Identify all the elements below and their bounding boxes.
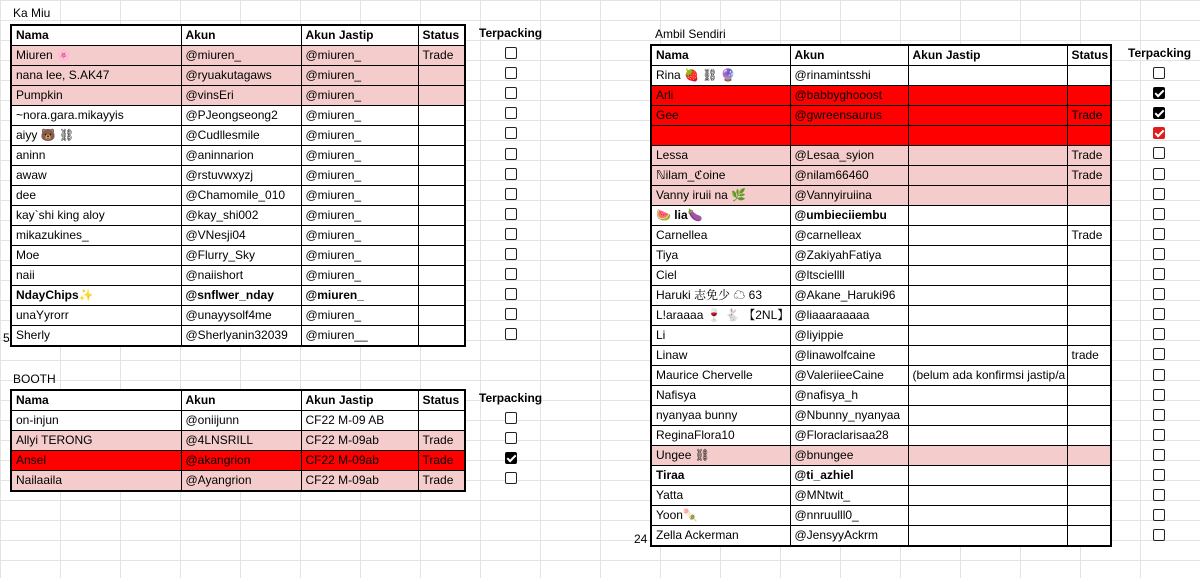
table-row xyxy=(11,326,465,347)
cell-nama[interactable]: Linaw xyxy=(651,346,790,366)
cell-status[interactable]: Trade xyxy=(418,431,465,451)
cell-akun[interactable]: @linawolfcaine xyxy=(790,346,908,366)
table-row xyxy=(11,46,465,66)
table-row xyxy=(651,66,1111,86)
section-title-ambil-sendiri: Ambil Sendiri xyxy=(655,27,726,41)
cell-jastip[interactable] xyxy=(908,186,1067,206)
row-number-label: 5 xyxy=(3,331,10,345)
cell-akun[interactable]: @Floraclarisaa28 xyxy=(790,426,908,446)
cell-jastip[interactable]: @miuren_ xyxy=(301,186,418,206)
cell-status[interactable] xyxy=(1067,326,1111,346)
cell-status[interactable] xyxy=(1067,186,1111,206)
table-row xyxy=(651,446,1111,466)
cell-status[interactable] xyxy=(1067,426,1111,446)
cell-nama[interactable]: Rina 🍓 ⛓ 🔮 xyxy=(651,66,790,86)
cell-akun[interactable]: @PJeongseong2 xyxy=(181,106,301,126)
col-header-akun[interactable]: Akun xyxy=(181,25,301,46)
table-row xyxy=(11,106,465,126)
cell-jastip[interactable]: @miuren__ xyxy=(301,326,418,347)
cell-nama[interactable] xyxy=(651,126,790,146)
cell-akun[interactable]: @Akane_Haruki96 xyxy=(790,286,908,306)
cell-jastip[interactable]: @miuren_ xyxy=(301,146,418,166)
table-row xyxy=(651,486,1111,506)
terpacking-checkbox[interactable] xyxy=(1153,489,1165,501)
cell-jastip[interactable] xyxy=(908,446,1067,466)
cell-nama[interactable]: Allyi TERONG xyxy=(11,431,181,451)
cell-jastip[interactable] xyxy=(908,506,1067,526)
terpacking-checkbox[interactable] xyxy=(1153,168,1165,180)
terpacking-checkbox[interactable] xyxy=(1153,248,1165,260)
cell-akun[interactable]: @bnungee xyxy=(790,446,908,466)
cell-status[interactable] xyxy=(418,86,465,106)
cell-nama[interactable]: NdayChips✨ xyxy=(11,286,181,306)
terpacking-checkbox[interactable] xyxy=(1153,369,1165,381)
cell-nama[interactable]: Ansel xyxy=(11,451,181,471)
cell-nama[interactable]: aninn xyxy=(11,146,181,166)
terpacking-checkbox[interactable] xyxy=(505,148,517,160)
cell-jastip[interactable]: CF22 M-09ab xyxy=(301,471,418,492)
terpacking-checkbox[interactable] xyxy=(1153,107,1165,119)
terpacking-checkbox[interactable] xyxy=(505,288,517,300)
cell-status[interactable]: trade xyxy=(1067,346,1111,366)
terpacking-header-ka-miu: Terpacking xyxy=(479,26,543,40)
table-row xyxy=(651,306,1111,326)
col-header-akun-jastip[interactable]: Akun Jastip xyxy=(301,390,418,411)
terpacking-checkbox[interactable] xyxy=(1153,228,1165,240)
cell-jastip[interactable] xyxy=(908,226,1067,246)
table-row xyxy=(651,326,1111,346)
cell-nama[interactable]: Li xyxy=(651,326,790,346)
terpacking-checkbox[interactable] xyxy=(505,432,517,444)
terpacking-checkbox[interactable] xyxy=(1153,348,1165,360)
cell-status[interactable] xyxy=(418,146,465,166)
terpacking-checkbox[interactable] xyxy=(505,208,517,220)
cell-status[interactable]: Trade xyxy=(1067,166,1111,186)
terpacking-checkbox[interactable] xyxy=(1153,449,1165,461)
cell-nama[interactable]: dee xyxy=(11,186,181,206)
terpacking-checkbox[interactable] xyxy=(505,248,517,260)
cell-nama[interactable]: naii xyxy=(11,266,181,286)
table-row xyxy=(651,246,1111,266)
cell-akun[interactable]: @ryuakutagaws xyxy=(181,66,301,86)
cell-akun[interactable] xyxy=(790,126,908,146)
terpacking-checkbox[interactable] xyxy=(505,412,517,424)
cell-nama[interactable]: ReginaFlora10 xyxy=(651,426,790,446)
terpacking-checkbox[interactable] xyxy=(1153,429,1165,441)
cell-nama[interactable]: Arli xyxy=(651,86,790,106)
table-row xyxy=(11,431,465,451)
cell-akun[interactable]: @nnruulll0_ xyxy=(790,506,908,526)
table-row xyxy=(651,266,1111,286)
cell-akun[interactable]: @Nbunny_nyanyaa xyxy=(790,406,908,426)
table-row xyxy=(651,506,1111,526)
cell-jastip[interactable] xyxy=(908,246,1067,266)
cell-akun[interactable]: @akangrion xyxy=(181,451,301,471)
cell-status[interactable] xyxy=(1067,406,1111,426)
cell-akun[interactable]: @nilam66460 xyxy=(790,166,908,186)
col-header-akun-jastip[interactable]: Akun Jastip xyxy=(908,45,1067,66)
cell-jastip[interactable]: @miuren_ xyxy=(301,126,418,146)
terpacking-checkbox[interactable] xyxy=(1153,529,1165,541)
cell-nama[interactable]: ~nora.gara.mikayyis xyxy=(11,106,181,126)
cell-jastip[interactable] xyxy=(908,146,1067,166)
cell-status[interactable] xyxy=(418,246,465,266)
cell-jastip[interactable] xyxy=(908,126,1067,146)
terpacking-checkbox[interactable] xyxy=(1153,147,1165,159)
cell-nama[interactable]: Carnellea xyxy=(651,226,790,246)
cell-jastip[interactable] xyxy=(908,406,1067,426)
cell-nama[interactable]: Vanny iruii na 🌿 xyxy=(651,186,790,206)
cell-akun[interactable]: @liaaaraaaaa xyxy=(790,306,908,326)
cell-akun[interactable]: @ltsciellll xyxy=(790,266,908,286)
table-row xyxy=(651,166,1111,186)
cell-jastip[interactable]: @miuren_ xyxy=(301,286,418,306)
cell-jastip[interactable] xyxy=(908,346,1067,366)
col-header-akun-jastip[interactable]: Akun Jastip xyxy=(301,25,418,46)
terpacking-checkbox[interactable] xyxy=(1153,509,1165,521)
cell-jastip[interactable]: @miuren_ xyxy=(301,206,418,226)
cell-jastip[interactable]: @miuren_ xyxy=(301,266,418,286)
table-row xyxy=(11,266,465,286)
cell-jastip[interactable] xyxy=(908,266,1067,286)
table-row xyxy=(11,286,465,306)
cell-status[interactable] xyxy=(1067,486,1111,506)
cell-status[interactable] xyxy=(1067,526,1111,547)
cell-nama[interactable]: unaYyrorr xyxy=(11,306,181,326)
table-row xyxy=(651,406,1111,426)
cell-nama[interactable]: aiyy 🐻 ⛓ xyxy=(11,126,181,146)
cell-jastip[interactable] xyxy=(908,466,1067,486)
terpacking-checkbox[interactable] xyxy=(505,67,517,79)
cell-jastip[interactable] xyxy=(908,206,1067,226)
terpacking-checkbox[interactable] xyxy=(505,228,517,240)
terpacking-checkbox[interactable] xyxy=(505,47,517,59)
table-row xyxy=(11,86,465,106)
cell-akun[interactable]: @4LNSRILL xyxy=(181,431,301,451)
cell-akun[interactable]: @rinamintsshi xyxy=(790,66,908,86)
cell-status[interactable] xyxy=(1067,266,1111,286)
cell-status[interactable] xyxy=(1067,246,1111,266)
cell-akun[interactable]: @ValeriieeCaine xyxy=(790,366,908,386)
table-row xyxy=(11,246,465,266)
table-header-row xyxy=(11,25,465,46)
cell-status[interactable] xyxy=(418,306,465,326)
table-row xyxy=(651,186,1111,206)
cell-akun[interactable]: @Ayangrion xyxy=(181,471,301,492)
terpacking-checkbox[interactable] xyxy=(1153,208,1165,220)
cell-status[interactable]: Trade xyxy=(1067,106,1111,126)
cell-jastip[interactable]: @miuren_ xyxy=(301,306,418,326)
terpacking-checkbox[interactable] xyxy=(505,87,517,99)
table-row xyxy=(651,346,1111,366)
table-row xyxy=(11,411,465,431)
col-header-nama[interactable]: Nama xyxy=(11,25,181,46)
table-row xyxy=(651,366,1111,386)
table-row xyxy=(651,286,1111,306)
cell-nama[interactable]: Zella Ackerman xyxy=(651,526,790,547)
cell-status[interactable] xyxy=(418,186,465,206)
cell-status[interactable]: Trade xyxy=(418,471,465,492)
cell-akun[interactable]: @nafisya_h xyxy=(790,386,908,406)
cell-status[interactable] xyxy=(1067,126,1111,146)
cell-status[interactable] xyxy=(418,411,465,431)
cell-akun[interactable]: @miuren_ xyxy=(181,46,301,66)
terpacking-checkbox[interactable] xyxy=(1153,67,1165,79)
table-row xyxy=(651,386,1111,406)
cell-nama[interactable]: Nafisya xyxy=(651,386,790,406)
cell-jastip[interactable] xyxy=(908,426,1067,446)
terpacking-checkbox[interactable] xyxy=(505,268,517,280)
cell-nama[interactable]: ℕilam_ℭoine xyxy=(651,166,790,186)
terpacking-checkbox[interactable] xyxy=(1153,308,1165,320)
cell-nama[interactable]: Moe xyxy=(11,246,181,266)
cell-akun[interactable]: @liyippie xyxy=(790,326,908,346)
cell-jastip[interactable] xyxy=(908,166,1067,186)
col-header-nama[interactable]: Nama xyxy=(651,45,790,66)
table-row xyxy=(11,306,465,326)
cell-nama[interactable]: Pumpkin xyxy=(11,86,181,106)
cell-nama[interactable]: Miuren 🌸 xyxy=(11,46,181,66)
table-ambil-sendiri xyxy=(650,44,1112,547)
cell-akun[interactable]: @Flurry_Sky xyxy=(181,246,301,266)
cell-jastip[interactable]: @miuren_ xyxy=(301,246,418,266)
cell-jastip[interactable] xyxy=(908,86,1067,106)
table-row xyxy=(11,186,465,206)
cell-akun[interactable]: @ti_azhiel xyxy=(790,466,908,486)
cell-jastip[interactable]: @miuren_ xyxy=(301,66,418,86)
cell-status[interactable] xyxy=(1067,466,1111,486)
table-row xyxy=(11,66,465,86)
cell-akun[interactable]: @MNtwit_ xyxy=(790,486,908,506)
section-title-booth: BOOTH xyxy=(13,372,56,386)
cell-jastip[interactable]: @miuren_ xyxy=(301,86,418,106)
cell-status[interactable] xyxy=(1067,286,1111,306)
cell-status[interactable] xyxy=(1067,506,1111,526)
cell-akun[interactable]: @Lesaa_syion xyxy=(790,146,908,166)
terpacking-header-booth: Terpacking xyxy=(479,391,543,405)
row-number-label: 24 xyxy=(634,532,648,546)
cell-nama[interactable]: Haruki 志免少 ☁ 63 xyxy=(651,286,790,306)
cell-jastip[interactable] xyxy=(908,106,1067,126)
terpacking-checkbox[interactable] xyxy=(1153,188,1165,200)
terpacking-checkbox[interactable] xyxy=(505,452,517,464)
cell-status[interactable] xyxy=(418,106,465,126)
cell-akun[interactable]: @Vannyiruiina xyxy=(790,186,908,206)
cell-nama[interactable]: Gee xyxy=(651,106,790,126)
table-row xyxy=(651,126,1111,146)
cell-status[interactable] xyxy=(1067,66,1111,86)
cell-status[interactable] xyxy=(1067,86,1111,106)
cell-jastip[interactable] xyxy=(908,306,1067,326)
terpacking-checkbox[interactable] xyxy=(1153,409,1165,421)
terpacking-checkbox[interactable] xyxy=(505,308,517,320)
table-row xyxy=(11,126,465,146)
table-booth xyxy=(10,389,466,492)
terpacking-checkbox[interactable] xyxy=(1153,288,1165,300)
terpacking-checkbox[interactable] xyxy=(505,328,517,340)
cell-status[interactable] xyxy=(418,266,465,286)
cell-status[interactable]: Trade xyxy=(1067,146,1111,166)
cell-akun[interactable]: @rstuvwxyzj xyxy=(181,166,301,186)
cell-akun[interactable]: @JensyyAckrm xyxy=(790,526,908,547)
table-row xyxy=(651,466,1111,486)
cell-status[interactable] xyxy=(418,66,465,86)
terpacking-checkbox[interactable] xyxy=(1153,389,1165,401)
cell-akun[interactable]: @carnelleax xyxy=(790,226,908,246)
cell-nama[interactable]: kay`shi king aloy xyxy=(11,206,181,226)
cell-jastip[interactable]: (belum ada konfirmsi jastip/a xyxy=(908,366,1067,386)
cell-nama[interactable]: Ciel xyxy=(651,266,790,286)
cell-akun[interactable]: @umbieciiembu xyxy=(790,206,908,226)
table-row xyxy=(11,146,465,166)
cell-status[interactable] xyxy=(418,326,465,347)
cell-jastip[interactable] xyxy=(908,526,1067,547)
cell-akun[interactable]: @Chamomile_010 xyxy=(181,186,301,206)
cell-akun[interactable]: @vinsEri xyxy=(181,86,301,106)
cell-akun[interactable]: @snflwer_nday xyxy=(181,286,301,306)
cell-akun[interactable]: @naiishort xyxy=(181,266,301,286)
cell-status[interactable] xyxy=(1067,446,1111,466)
cell-akun[interactable]: @babbyghooost xyxy=(790,86,908,106)
table-header-row xyxy=(651,45,1111,66)
col-header-nama[interactable]: Nama xyxy=(11,390,181,411)
cell-nama[interactable]: Nailaaila xyxy=(11,471,181,492)
table-row xyxy=(11,206,465,226)
table-row xyxy=(651,426,1111,446)
table-row xyxy=(651,206,1111,226)
table-ka-miu xyxy=(10,24,466,347)
cell-nama[interactable]: 🍉 lia🍆 xyxy=(651,206,790,226)
col-header-status[interactable]: Status xyxy=(418,25,465,46)
cell-akun[interactable]: @unayysolf4me xyxy=(181,306,301,326)
cell-jastip[interactable]: @miuren_ xyxy=(301,106,418,126)
cell-jastip[interactable]: CF22 M-09ab xyxy=(301,451,418,471)
cell-jastip[interactable]: @miuren_ xyxy=(301,46,418,66)
cell-nama[interactable]: awaw xyxy=(11,166,181,186)
cell-status[interactable] xyxy=(418,226,465,246)
cell-status[interactable] xyxy=(1067,306,1111,326)
terpacking-checkbox[interactable] xyxy=(1153,268,1165,280)
cell-jastip[interactable]: CF22 M-09ab xyxy=(301,431,418,451)
cell-jastip[interactable] xyxy=(908,286,1067,306)
cell-status[interactable]: Trade xyxy=(418,46,465,66)
terpacking-checkbox[interactable] xyxy=(1153,469,1165,481)
terpacking-checkbox[interactable] xyxy=(505,188,517,200)
col-header-akun[interactable]: Akun xyxy=(790,45,908,66)
cell-status[interactable] xyxy=(1067,386,1111,406)
cell-status[interactable] xyxy=(1067,366,1111,386)
cell-nama[interactable]: Tiraa xyxy=(651,466,790,486)
table-row xyxy=(651,146,1111,166)
col-header-akun[interactable]: Akun xyxy=(181,390,301,411)
cell-jastip[interactable] xyxy=(908,326,1067,346)
table-row xyxy=(11,471,465,492)
cell-akun[interactable]: @Sherlyanin32039 xyxy=(181,326,301,347)
table-row xyxy=(11,226,465,246)
cell-akun[interactable]: @gwreensaurus xyxy=(790,106,908,126)
cell-jastip[interactable]: @miuren_ xyxy=(301,166,418,186)
terpacking-header-ambil-sendiri: Terpacking xyxy=(1128,46,1192,60)
cell-nama[interactable]: L!araaaa 🍷 🐇 【2NL】 xyxy=(651,306,790,326)
cell-jastip[interactable] xyxy=(908,66,1067,86)
table-row xyxy=(651,86,1111,106)
col-header-status[interactable]: Status xyxy=(1067,45,1111,66)
terpacking-checkbox[interactable] xyxy=(505,472,517,484)
cell-nama[interactable]: nyanyaa bunny xyxy=(651,406,790,426)
cell-akun[interactable]: @oniijunn xyxy=(181,411,301,431)
cell-nama[interactable]: Ungee ⛓ xyxy=(651,446,790,466)
cell-status[interactable]: Trade xyxy=(1067,226,1111,246)
cell-nama[interactable]: mikazukines_ xyxy=(11,226,181,246)
table-row xyxy=(651,226,1111,246)
cell-nama[interactable]: Yoon🍡 xyxy=(651,506,790,526)
cell-nama[interactable]: Maurice Chervelle xyxy=(651,366,790,386)
terpacking-checkbox[interactable] xyxy=(505,107,517,119)
cell-akun[interactable]: @Cudllesmile xyxy=(181,126,301,146)
cell-status[interactable]: Trade xyxy=(418,451,465,471)
cell-status[interactable] xyxy=(1067,206,1111,226)
cell-nama[interactable]: on-injun xyxy=(11,411,181,431)
cell-nama[interactable]: Lessa xyxy=(651,146,790,166)
cell-nama[interactable]: Sherly xyxy=(11,326,181,347)
cell-jastip[interactable] xyxy=(908,486,1067,506)
cell-akun[interactable]: @kay_shi002 xyxy=(181,206,301,226)
cell-jastip[interactable]: @miuren_ xyxy=(301,226,418,246)
terpacking-checkbox[interactable] xyxy=(1153,127,1165,139)
terpacking-checkbox[interactable] xyxy=(1153,87,1165,99)
cell-akun[interactable]: @VNesji04 xyxy=(181,226,301,246)
cell-nama[interactable]: nana lee, S.AK47 xyxy=(11,66,181,86)
cell-status[interactable] xyxy=(418,166,465,186)
cell-status[interactable] xyxy=(418,206,465,226)
table-row xyxy=(651,526,1111,547)
section-title-ka-miu: Ka Miu xyxy=(13,6,51,20)
table-header-row xyxy=(11,390,465,411)
col-header-status[interactable]: Status xyxy=(418,390,465,411)
cell-nama[interactable]: Yatta xyxy=(651,486,790,506)
terpacking-checkbox[interactable] xyxy=(505,127,517,139)
terpacking-checkbox[interactable] xyxy=(505,168,517,180)
table-row xyxy=(651,106,1111,126)
cell-status[interactable] xyxy=(418,126,465,146)
cell-status[interactable] xyxy=(418,286,465,306)
cell-nama[interactable]: Tiya xyxy=(651,246,790,266)
cell-jastip[interactable] xyxy=(908,386,1067,406)
table-row xyxy=(11,451,465,471)
cell-akun[interactable]: @aninnarion xyxy=(181,146,301,166)
cell-akun[interactable]: @ZakiyahFatiya xyxy=(790,246,908,266)
table-row xyxy=(11,166,465,186)
cell-jastip[interactable]: CF22 M-09 AB xyxy=(301,411,418,431)
terpacking-checkbox[interactable] xyxy=(1153,328,1165,340)
